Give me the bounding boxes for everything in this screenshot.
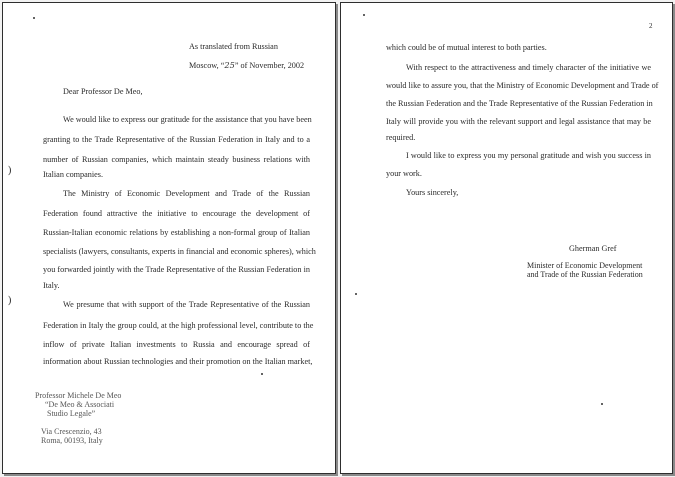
body-line: Italy will provide you with the relevant support and legal assistance that may be [386, 117, 651, 126]
page-number: 2 [649, 22, 653, 30]
scan-speck [261, 373, 263, 375]
recipient-city: Roma, 00193, Italy [41, 436, 103, 445]
body-line: We presume that with support of the Trade Representative of the Russian [63, 300, 310, 309]
body-line: inflow of private Italian investments to Russia and encourage spread of [43, 340, 310, 349]
body-line: would like to assure you, that the Ministry of Economic Development and Trade of [386, 81, 659, 90]
recipient-firm-line2: Studio Legale” [47, 409, 96, 418]
letter-date: Moscow, “25” of November, 2002 [189, 60, 305, 70]
scan-speck [363, 14, 365, 16]
body-line: your work. [386, 169, 422, 178]
signature-title: and Trade of the Russian Federation [527, 270, 643, 279]
body-line: The Ministry of Economic Development and Trade of the Russian [63, 189, 310, 198]
body-line: Russian-Italian economic relations by establishing a non-formal group of Italian [43, 228, 310, 237]
binder-hole-mark: ) [8, 165, 12, 176]
recipient-street: Via Crescenzio, 43 [41, 427, 102, 436]
scan-speck [601, 403, 603, 405]
salutation: Dear Professor De Meo, [63, 87, 143, 96]
translation-note: As translated from Russian [189, 42, 278, 51]
scan-speck [355, 293, 357, 295]
body-line: the Russian Federation and the Trade Representative of the Russian Federation in [386, 99, 653, 108]
body-line: Italian companies. [43, 170, 104, 179]
body-line: We would like to express our gratitude for the assistance that you have been [63, 115, 312, 124]
recipient-name: Professor Michele De Meo [35, 391, 122, 400]
letter-page-2 [340, 2, 673, 474]
body-line: granting to the Trade Representative of the Russian Federation in Italy and to a [43, 135, 310, 144]
body-line: Italy. [43, 281, 60, 290]
body-line: number of Russian companies, which maintain steady business relations with [43, 155, 310, 164]
body-line: specialists (lawyers, consultants, experts in financial and economic spheres), which [43, 247, 316, 256]
recipient-firm: “De Meo & Associati [45, 400, 115, 409]
body-line: With respect to the attractiveness and timely character of the initiative we [406, 63, 651, 72]
body-line: I would like to express you my personal gratitude and wish you success in [406, 151, 651, 160]
handwritten-day: 25 [224, 60, 235, 70]
letter-page-1 [2, 2, 336, 474]
binder-hole-mark: ) [8, 295, 12, 306]
body-line: which could be of mutual interest to both parties. [386, 43, 547, 52]
body-line: Federation found attractive the initiative to encourage the development of [43, 209, 310, 218]
body-line: required. [386, 133, 416, 142]
signature-title: Minister of Economic Development [527, 261, 643, 270]
body-line: information about Russian technologies and their promotion on the Italian market, [43, 357, 313, 366]
body-line: Federation in Italy the group could, at the high professional level, contribute to the [43, 321, 314, 330]
body-line: you forwarded jointly with the Trade Representative of the Russian Federation in [43, 265, 310, 274]
signature-name: Gherman Gref [569, 244, 617, 253]
closing: Yours sincerely, [406, 188, 459, 197]
scan-speck [33, 17, 35, 19]
